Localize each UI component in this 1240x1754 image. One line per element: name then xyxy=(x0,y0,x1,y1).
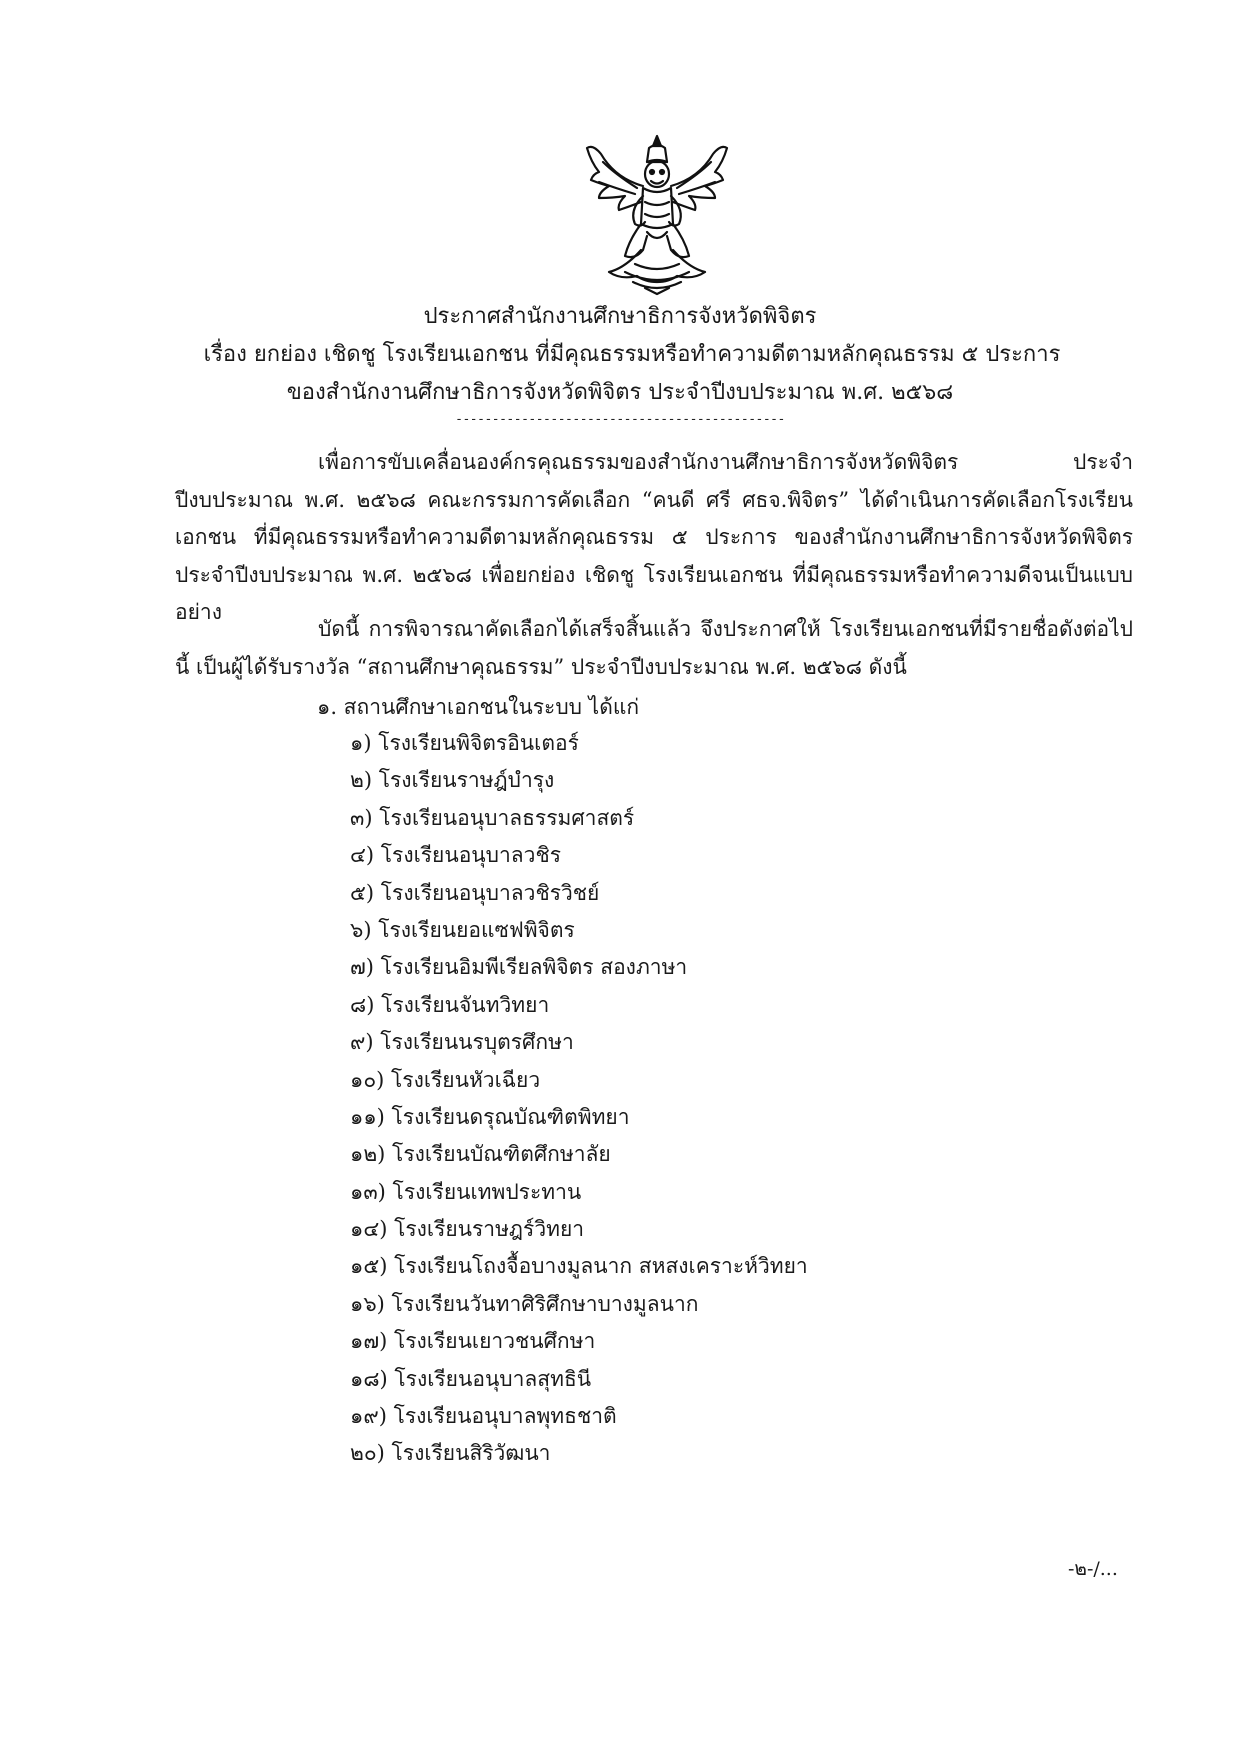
list-item: ๑๘) โรงเรียนอนุบาลสุทธินี xyxy=(350,1366,592,1391)
list-item: ๑๙) โรงเรียนอนุบาลพุทธชาติ xyxy=(350,1404,617,1429)
list-item: ๑๐) โรงเรียนหัวเฉียว xyxy=(350,1067,541,1092)
school-list xyxy=(350,728,808,1476)
list-item: ๑) โรงเรียนพิจิตรอินเตอร์ xyxy=(350,731,579,755)
list-item: ๒๐) โรงเรียนสิริวัฒนา xyxy=(350,1441,551,1466)
list-item: ๙) โรงเรียนนรบุตรศึกษา xyxy=(350,1030,574,1055)
header-divider: --------------------------------------------- xyxy=(455,412,785,427)
intro-paragraph xyxy=(175,444,1133,632)
list-item: ๕) โรงเรียนอนุบาลวชิรวิชย์ xyxy=(350,880,600,905)
announcement-paragraph xyxy=(175,611,1133,686)
list-item: ๑๖) โรงเรียนวันทาศิริศึกษาบางมูลนาก xyxy=(350,1291,699,1316)
announcement-paragraph-text: บัดนี้ การพิจารณาคัดเลือกได้เสร็จสิ้นแล้ว จึงประกาศให้ โรงเรียนเอกชนที่มีรายชื่อดังต่อไปนี้ เป็นผู้ได้รับรางวัล “สถานศึกษาคุณธรรม” ประจำปีงบประมาณ พ.ศ. ๒๕๖๘ ดังนี้ xyxy=(175,617,1133,679)
list-item: ๑๕) โรงเรียนโถงจื้อบางมูลนาก สหสงเคราะห์วิทยา xyxy=(350,1254,808,1279)
list-item: ๖) โรงเรียนยอแซฟพิจิตร xyxy=(350,917,575,942)
announcement-subject: เรื่อง ยกย่อง เชิดชู โรงเรียนเอกชน ที่มีคุณธรรมหรือทำความดีตามหลักคุณธรรม ๕ ประการ xyxy=(203,342,1061,367)
next-page-marker: -๒-/... xyxy=(1068,1558,1118,1580)
list-item: ๗) โรงเรียนอิมพีเรียลพิจิตร สองภาษา xyxy=(350,955,688,980)
list-item: ๑๒) โรงเรียนบัณฑิตศึกษาลัย xyxy=(350,1142,611,1167)
garuda-emblem-icon xyxy=(585,132,729,296)
list-item: ๔) โรงเรียนอนุบาลวชิร xyxy=(350,843,561,868)
list-item: ๓) โรงเรียนอนุบาลธรรมศาสตร์ xyxy=(350,805,635,830)
list-item: ๑๔) โรงเรียนราษฎร์วิทยา xyxy=(350,1217,585,1242)
list-item: ๑๑) โรงเรียนดรุณบัณฑิตพิทยา xyxy=(350,1104,630,1129)
list-item: ๑๓) โรงเรียนเทพประทาน xyxy=(350,1179,582,1204)
list-item: ๘) โรงเรียนจันทวิทยา xyxy=(350,992,550,1017)
list-item: ๑๗) โรงเรียนเยาวชนศึกษา xyxy=(350,1329,596,1354)
announcement-subject-cont: ของสำนักงานศึกษาธิการจังหวัดพิจิตร ประจำปีงบประมาณ พ.ศ. ๒๕๖๘ xyxy=(286,380,954,405)
section-title: ๑. สถานศึกษาเอกชนในระบบ ได้แก่ xyxy=(317,695,640,719)
intro-paragraph-text: เพื่อการขับเคลื่อนองค์กรคุณธรรมของสำนักงานศึกษาธิการจังหวัดพิจิตร ประจำปีงบประมาณ พ.ศ. ๒๕๖๘ คณะกรรมการคัดเลือก “คนดี ศรี ศธจ.พิจิตร” ได้ดำเนินการคัดเลือกโรงเรียนเอกชน ที่มีคุณธรรมหรือทำความดีตามหลักคุณธรรม ๕ ประการ ของสำนักงานศึกษาธิการจังหวัดพิจิตร ประจำปีงบประมาณ พ.ศ. ๒๕๖๘ เพื่อยกย่อง เชิดชู โรงเรียนเอกชน ที่มีคุณธรรมหรือทำความดีจนเป็นแบบอย่าง xyxy=(175,450,1133,624)
list-item: ๒) โรงเรียนราษฎ์บำรุง xyxy=(350,768,555,793)
announcement-title: ประกาศสำนักงานศึกษาธิการจังหวัดพิจิตร xyxy=(423,304,817,329)
